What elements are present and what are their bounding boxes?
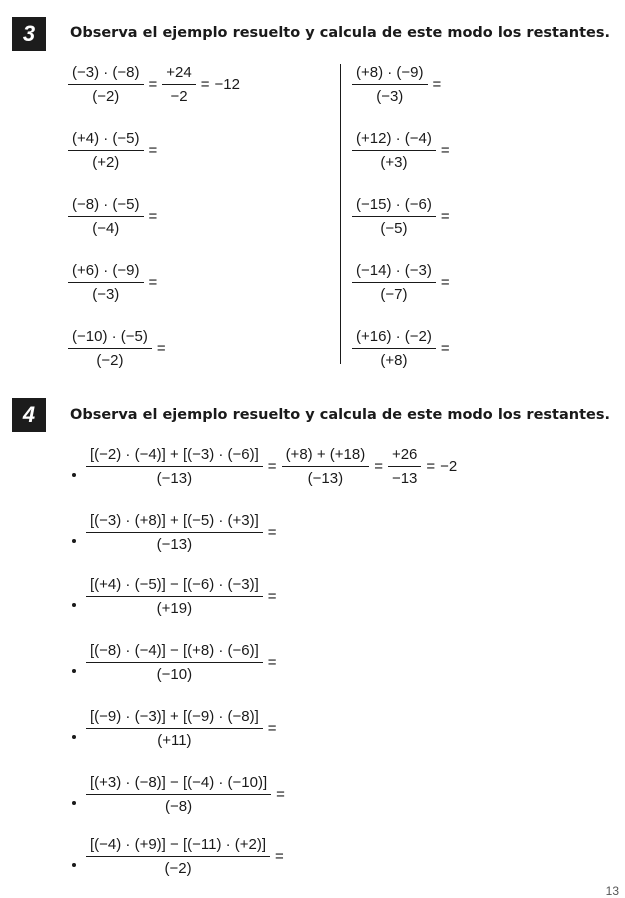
ex4-item-1 bbox=[72, 446, 457, 487]
fraction bbox=[68, 262, 144, 303]
numerator: [(−9) · (−3)] + [(−9) · (−8)] bbox=[90, 708, 259, 725]
ex3-right-item-3 bbox=[352, 196, 455, 237]
denominator: (−3) bbox=[68, 282, 144, 303]
denominator: (−8) bbox=[86, 794, 271, 815]
bullet bbox=[72, 603, 76, 607]
fraction bbox=[352, 196, 436, 237]
denominator: (−13) bbox=[86, 466, 263, 487]
equals-sign: = bbox=[156, 340, 166, 357]
denominator: (−2) bbox=[68, 84, 144, 105]
result: −2 bbox=[440, 458, 458, 475]
column-divider bbox=[340, 64, 341, 364]
fraction bbox=[352, 130, 436, 171]
ex3-left-item-1 bbox=[68, 64, 240, 105]
ex3-left-item-4 bbox=[68, 262, 162, 303]
equals-sign: = bbox=[276, 786, 285, 803]
bullet bbox=[72, 801, 76, 805]
exercise-3-instruction: Observa el ejemplo resuelto y calcula de este modo los restantes. bbox=[70, 25, 610, 41]
equals-sign: = bbox=[440, 142, 450, 159]
bullet bbox=[72, 735, 76, 739]
denominator: (−13) bbox=[86, 532, 263, 553]
bullet bbox=[72, 539, 76, 543]
fraction bbox=[86, 774, 271, 815]
equals-sign: = bbox=[267, 588, 277, 605]
equals-sign: = bbox=[426, 458, 436, 475]
equals-sign: = bbox=[267, 720, 277, 737]
equals-sign: = bbox=[432, 76, 442, 93]
numerator: [(−3) · (+8)] + [(−5) · (+3)] bbox=[90, 512, 259, 529]
denominator: (−2) bbox=[86, 856, 270, 877]
exercise-4-number-badge: 4 bbox=[12, 398, 46, 432]
equals-sign: = bbox=[200, 76, 210, 93]
fraction bbox=[352, 64, 428, 105]
numerator: [(−8) · (−4)] − [(+8) · (−6)] bbox=[90, 642, 259, 659]
equals-sign: = bbox=[440, 340, 450, 357]
numerator: (−10) · (−5) bbox=[72, 328, 148, 345]
fraction bbox=[68, 130, 144, 171]
equals-sign: = bbox=[267, 654, 277, 671]
equals-sign: = bbox=[148, 208, 158, 225]
numerator: (−8) · (−5) bbox=[72, 196, 140, 213]
fraction-step-3 bbox=[388, 446, 421, 487]
numerator: (−14) · (−3) bbox=[356, 262, 432, 279]
ex3-right-item-2 bbox=[352, 130, 455, 171]
numerator: +26 bbox=[391, 446, 418, 463]
ex3-right-item-4 bbox=[352, 262, 455, 303]
denominator: (−2) bbox=[68, 348, 152, 369]
fraction bbox=[86, 576, 263, 617]
numerator: [(+3) · (−8)] − [(−4) · (−10)] bbox=[90, 774, 268, 791]
numerator: (+4) · (−5) bbox=[72, 130, 140, 147]
ex4-item-5 bbox=[72, 708, 282, 749]
fraction bbox=[68, 196, 144, 237]
ex3-left-item-3 bbox=[68, 196, 162, 237]
fraction bbox=[86, 708, 263, 749]
denominator: (+8) bbox=[352, 348, 436, 369]
numerator: (−15) · (−6) bbox=[356, 196, 432, 213]
numerator: (−3) · (−8) bbox=[72, 64, 140, 81]
denominator: (+3) bbox=[352, 150, 436, 171]
denominator: (−3) bbox=[352, 84, 428, 105]
equals-sign: = bbox=[148, 274, 158, 291]
ex3-right-item-1 bbox=[352, 64, 446, 105]
denominator: (+2) bbox=[68, 150, 144, 171]
ex4-item-4 bbox=[72, 642, 282, 683]
ex3-left-item-5 bbox=[68, 328, 171, 369]
numerator: (+16) · (−2) bbox=[356, 328, 432, 345]
fraction bbox=[86, 642, 263, 683]
ex3-left-item-2 bbox=[68, 130, 162, 171]
equals-sign: = bbox=[267, 458, 277, 475]
fraction bbox=[86, 446, 263, 487]
denominator: (−4) bbox=[68, 216, 144, 237]
equals-sign: = bbox=[275, 848, 284, 865]
numerator: +24 bbox=[166, 64, 192, 81]
bullet bbox=[72, 863, 76, 867]
fraction bbox=[86, 836, 270, 877]
equals-sign: = bbox=[440, 274, 450, 291]
ex4-item-6 bbox=[72, 774, 290, 815]
ex3-right-item-5 bbox=[352, 328, 455, 369]
bullet bbox=[72, 473, 76, 477]
equals-sign: = bbox=[440, 208, 450, 225]
numerator: (+6) · (−9) bbox=[72, 262, 140, 279]
equals-sign: = bbox=[374, 458, 383, 475]
numerator: [(−4) · (+9)] − [(−11) · (+2)] bbox=[90, 836, 267, 853]
bullet bbox=[72, 669, 76, 673]
equals-sign: = bbox=[148, 142, 158, 159]
denominator: −13 bbox=[388, 466, 421, 487]
numerator: (+8) · (−9) bbox=[356, 64, 424, 81]
ex4-item-2 bbox=[72, 512, 282, 553]
ex4-item-7 bbox=[72, 836, 289, 877]
exercise-4-instruction: Observa el ejemplo resuelto y calcula de este modo los restantes. bbox=[70, 407, 610, 423]
exercise-3-number-badge: 3 bbox=[12, 17, 46, 51]
fraction-step-2 bbox=[162, 64, 195, 105]
fraction bbox=[352, 262, 436, 303]
denominator: (+11) bbox=[86, 728, 263, 749]
result: −12 bbox=[214, 76, 240, 93]
page-number: 13 bbox=[605, 884, 619, 898]
numerator: [(+4) · (−5)] − [(−6) · (−3)] bbox=[90, 576, 259, 593]
fraction bbox=[68, 64, 144, 105]
denominator: (−13) bbox=[282, 466, 370, 487]
numerator: (+12) · (−4) bbox=[356, 130, 432, 147]
fraction bbox=[68, 328, 152, 369]
ex4-item-3 bbox=[72, 576, 282, 617]
fraction bbox=[86, 512, 263, 553]
denominator: (+19) bbox=[86, 596, 263, 617]
equals-sign: = bbox=[267, 524, 277, 541]
denominator: (−10) bbox=[86, 662, 263, 683]
fraction-step-2 bbox=[282, 446, 370, 487]
denominator: (−7) bbox=[352, 282, 436, 303]
fraction bbox=[352, 328, 436, 369]
denominator: (−5) bbox=[352, 216, 436, 237]
numerator: (+8) + (+18) bbox=[285, 446, 366, 463]
numerator: [(−2) · (−4)] + [(−3) · (−6)] bbox=[90, 446, 259, 463]
equals-sign: = bbox=[148, 76, 158, 93]
denominator: −2 bbox=[162, 84, 195, 105]
